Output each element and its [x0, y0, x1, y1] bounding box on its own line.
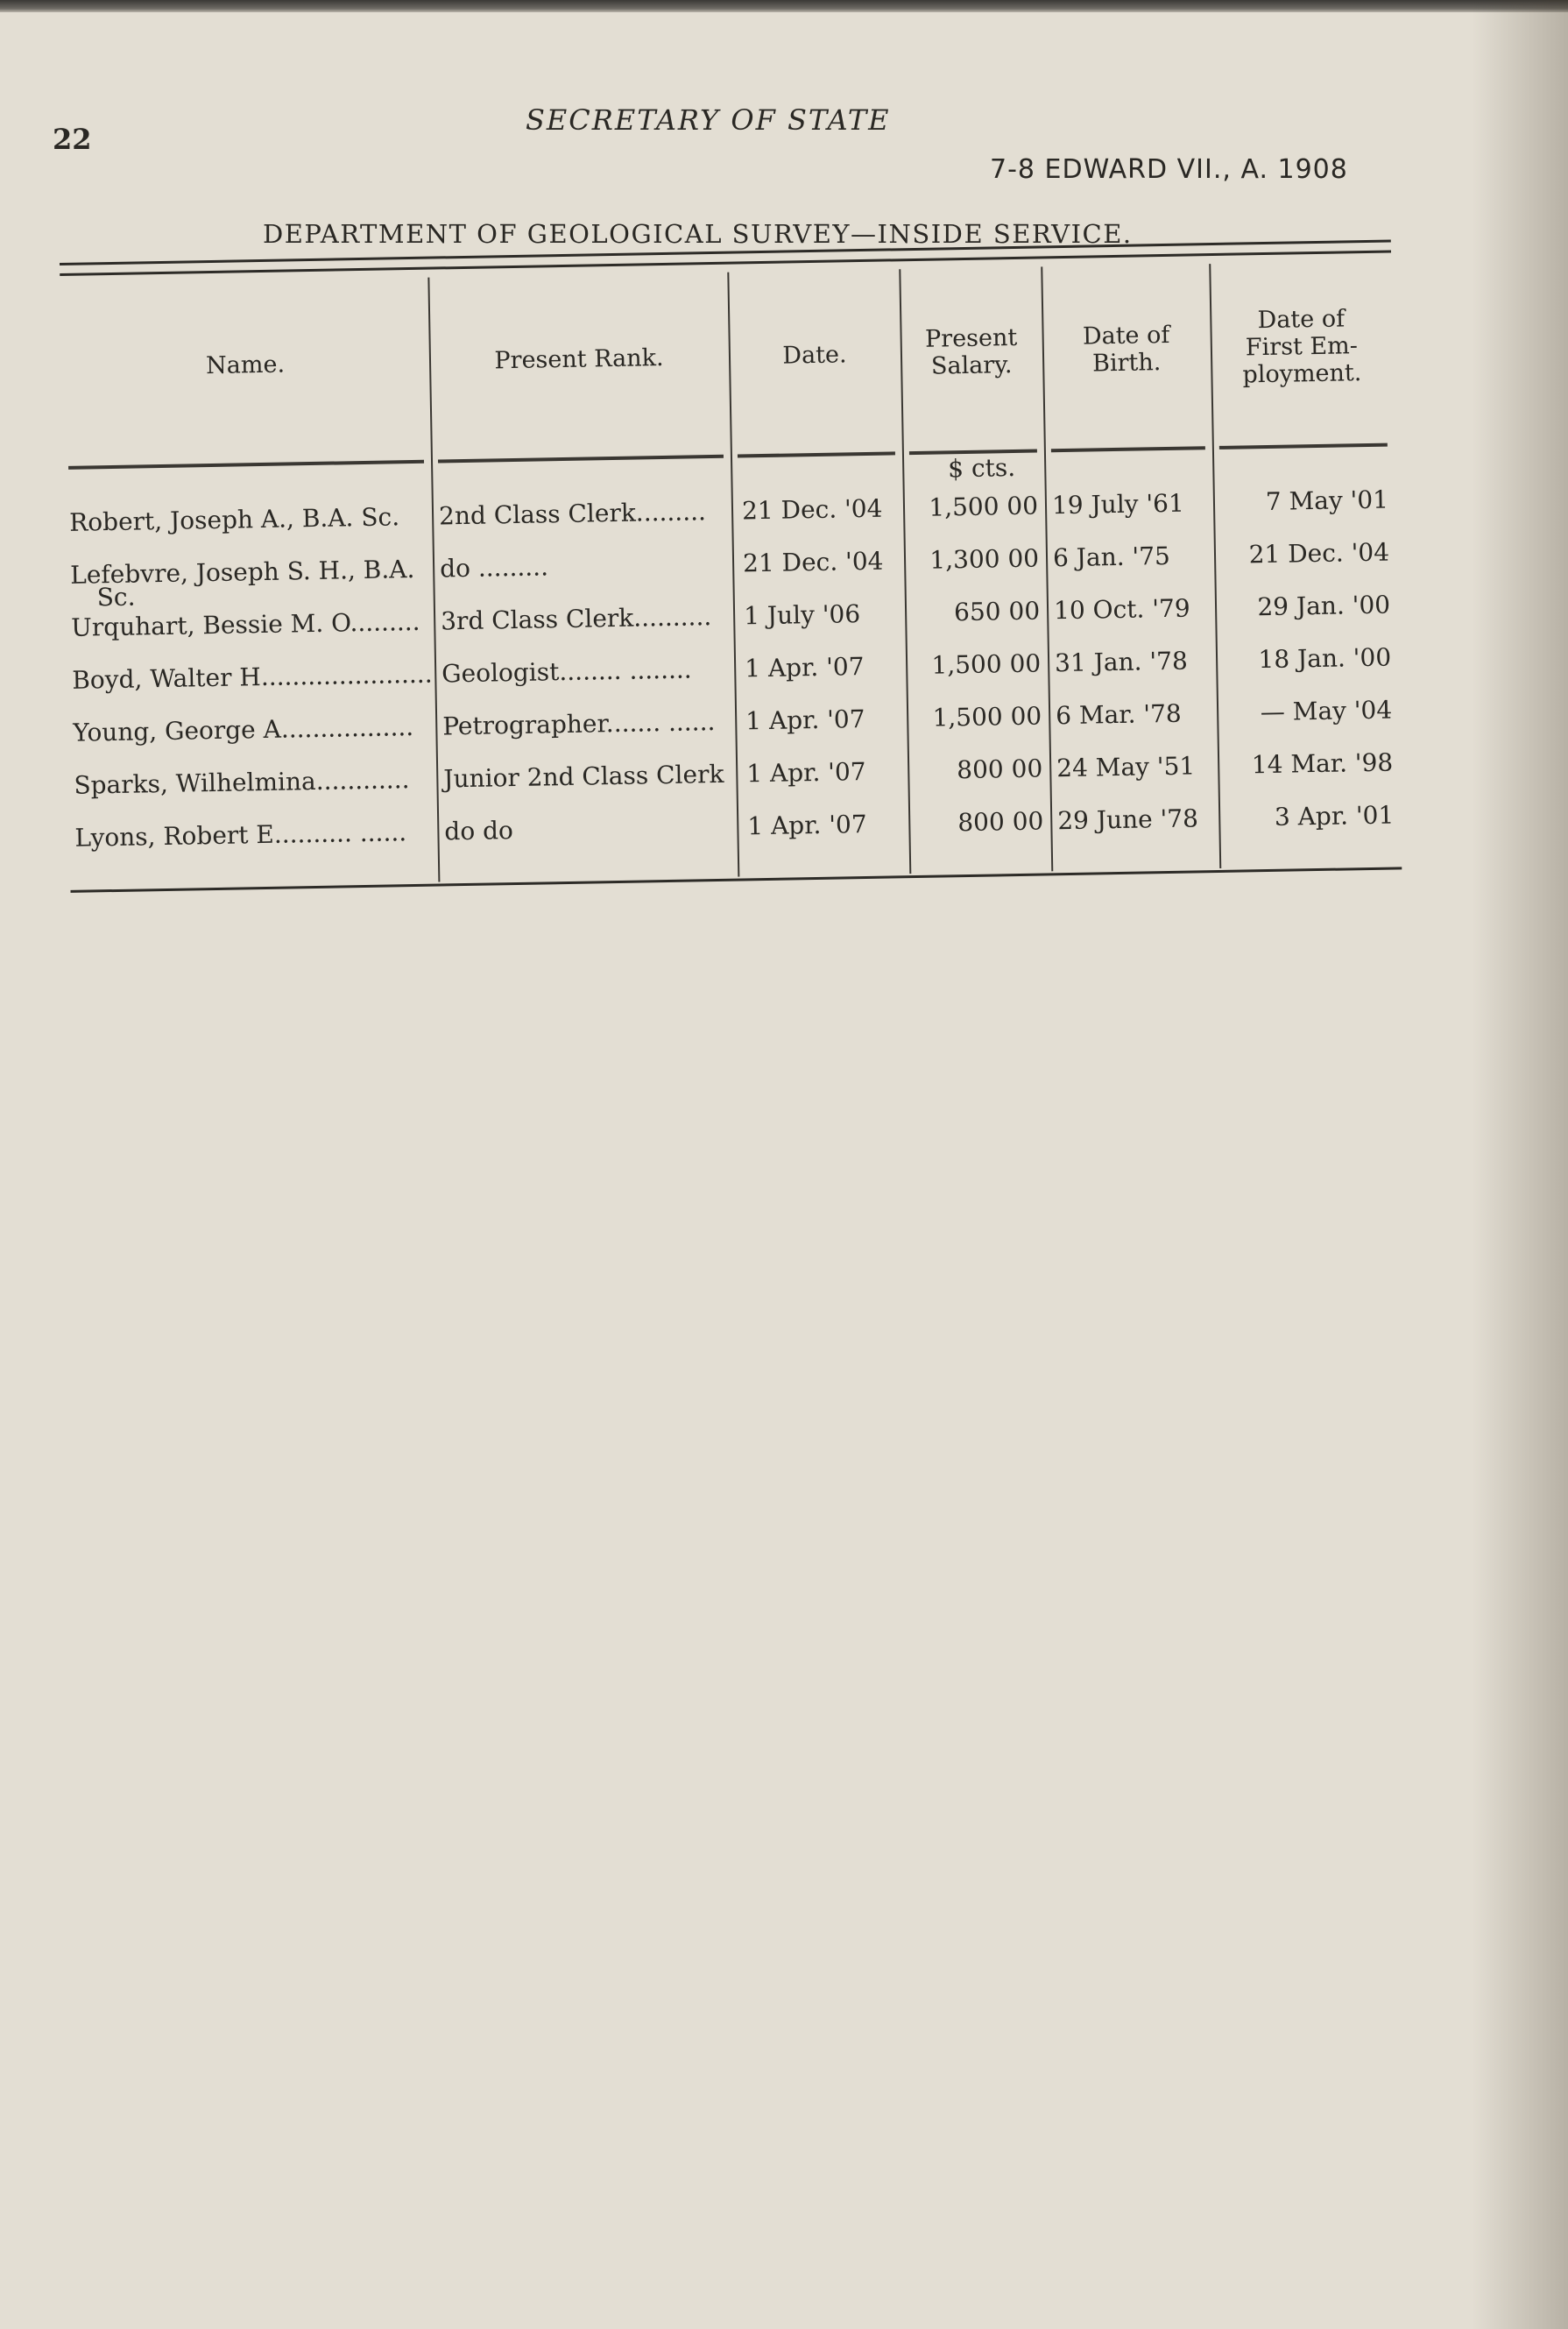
cell-name: Urquhart, Bessie M. O......... [70, 606, 420, 642]
table-title: DEPARTMENT OF GEOLOGICAL SURVEY—INSIDE SERVICE. [263, 219, 1133, 249]
bottom-rule [70, 867, 1402, 893]
cell-birth: 6 Jan. '75 [1052, 541, 1171, 573]
cell-birth: 29 June '78 [1056, 803, 1199, 836]
cell-birth: 31 Jan. '78 [1054, 646, 1189, 678]
cell-salary: 800 00 [957, 806, 1044, 838]
cell-rank: Petrographer....... ...... [442, 707, 716, 741]
cell-first-employment: 18 Jan. '00 [1258, 642, 1392, 675]
cell-rank: 3rd Class Clerk.......... [440, 602, 712, 636]
header-salary: Present Salary. [924, 323, 1018, 380]
cell-rank: do ......... [439, 552, 549, 584]
cell-birth: 19 July '61 [1051, 488, 1185, 520]
cell-rank: do do [444, 816, 514, 846]
page-number: 22 [53, 123, 92, 156]
cell-salary: 800 00 [956, 754, 1043, 785]
cell-name-continued: Sc. [96, 582, 136, 612]
cell-first-employment: 21 Dec. '04 [1248, 537, 1390, 570]
cell-date: 1 Apr. '07 [746, 757, 866, 789]
cell-name: Boyd, Walter H...................... [72, 659, 433, 695]
cell-name: Lefebvre, Joseph S. H., B.A. [69, 554, 415, 590]
cell-date: 1 July '06 [743, 599, 861, 631]
cell-rank: Geologist........ ........ [441, 655, 692, 689]
header-birth: Date of Birth. [1082, 321, 1170, 378]
cell-salary: 1,500 00 [931, 648, 1042, 680]
header-rule [1219, 443, 1388, 450]
cell-salary: 1,500 00 [929, 491, 1039, 522]
cell-date: 1 Apr. '07 [745, 704, 865, 736]
cell-name: Lyons, Robert E.......... ...... [74, 818, 407, 853]
top-edge [0, 0, 1568, 12]
cell-salary: 1,500 00 [932, 701, 1042, 733]
cell-first-employment: 7 May '01 [1265, 485, 1389, 517]
cell-date: 1 Apr. '07 [747, 810, 867, 841]
cell-birth: 24 May '51 [1056, 751, 1196, 783]
session-label: 7-8 EDWARD VII., A. 1908 [990, 154, 1348, 185]
running-head: SECRETARY OF STATE [526, 103, 891, 137]
cell-first-employment: 3 Apr. '01 [1274, 800, 1395, 832]
cell-salary: 650 00 [953, 596, 1041, 627]
cell-birth: 10 Oct. '79 [1053, 593, 1190, 626]
salary-units: $ cts. [947, 452, 1016, 484]
cell-first-employment: 14 Mar. '98 [1251, 747, 1394, 780]
header-rule [738, 451, 895, 457]
header-name: Name. [205, 350, 286, 379]
header-rule [68, 460, 424, 470]
staff-table [60, 239, 1402, 928]
header-date: Date. [782, 340, 847, 370]
cell-date: 21 Dec. '04 [742, 546, 884, 578]
cell-rank: Junior 2nd Class Clerk [443, 759, 724, 794]
cell-name: Young, George A................. [73, 712, 414, 747]
cell-salary: 1,300 00 [929, 543, 1040, 575]
cell-name: Robert, Joseph A., B.A. Sc. [68, 502, 400, 537]
cell-date: 21 Dec. '04 [741, 493, 883, 526]
header-rank: Present Rank. [494, 343, 664, 374]
cell-date: 1 Apr. '07 [744, 652, 865, 683]
cell-rank: 2nd Class Clerk......... [438, 497, 707, 531]
header-rule [1051, 446, 1205, 452]
cell-birth: 6 Mar. '78 [1055, 698, 1182, 731]
header-first-employment: Date of First Em- ployment. [1242, 304, 1362, 388]
cell-first-employment: — May '04 [1260, 695, 1393, 727]
header-rule [438, 455, 724, 464]
cell-name: Sparks, Wilhelmina............ [74, 765, 410, 800]
cell-first-employment: 29 Jan. '00 [1257, 590, 1391, 622]
binding-shadow [1472, 0, 1568, 2329]
